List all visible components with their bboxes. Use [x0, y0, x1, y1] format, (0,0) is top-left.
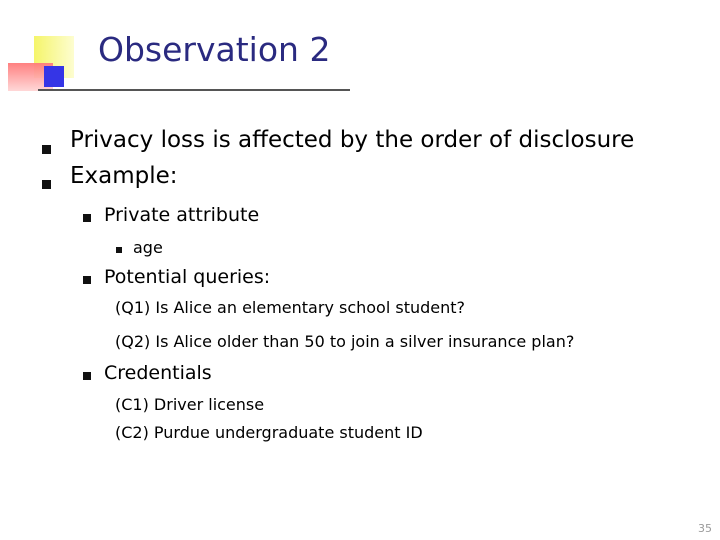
logo-blue-square	[44, 66, 64, 87]
bullet-marker	[116, 247, 122, 253]
bullet-privacy-loss: Privacy loss is affected by the order of disclosure	[70, 127, 635, 153]
slide-title: Observation 2	[98, 30, 331, 69]
credential-c1: (C1) Driver license	[115, 395, 265, 414]
credentials-label: Credentials	[104, 362, 212, 384]
credential-c2: (C2) Purdue undergraduate student ID	[115, 423, 423, 442]
bullet-marker	[83, 214, 91, 222]
bullet-marker	[42, 180, 51, 189]
bullet-marker	[83, 372, 91, 380]
bullet-example: Example:	[70, 163, 178, 189]
bullet-marker	[42, 145, 51, 154]
page-number: 35	[698, 522, 712, 535]
query-q2: (Q2) Is Alice older than 50 to join a silver insurance plan?	[115, 332, 575, 351]
title-underline	[38, 89, 350, 91]
private-attribute-item-age: age	[133, 238, 163, 257]
query-q1: (Q1) Is Alice an elementary school student?	[115, 298, 466, 317]
potential-queries-label: Potential queries:	[104, 266, 271, 288]
private-attribute-label: Private attribute	[104, 204, 260, 226]
bullet-marker	[83, 276, 91, 284]
